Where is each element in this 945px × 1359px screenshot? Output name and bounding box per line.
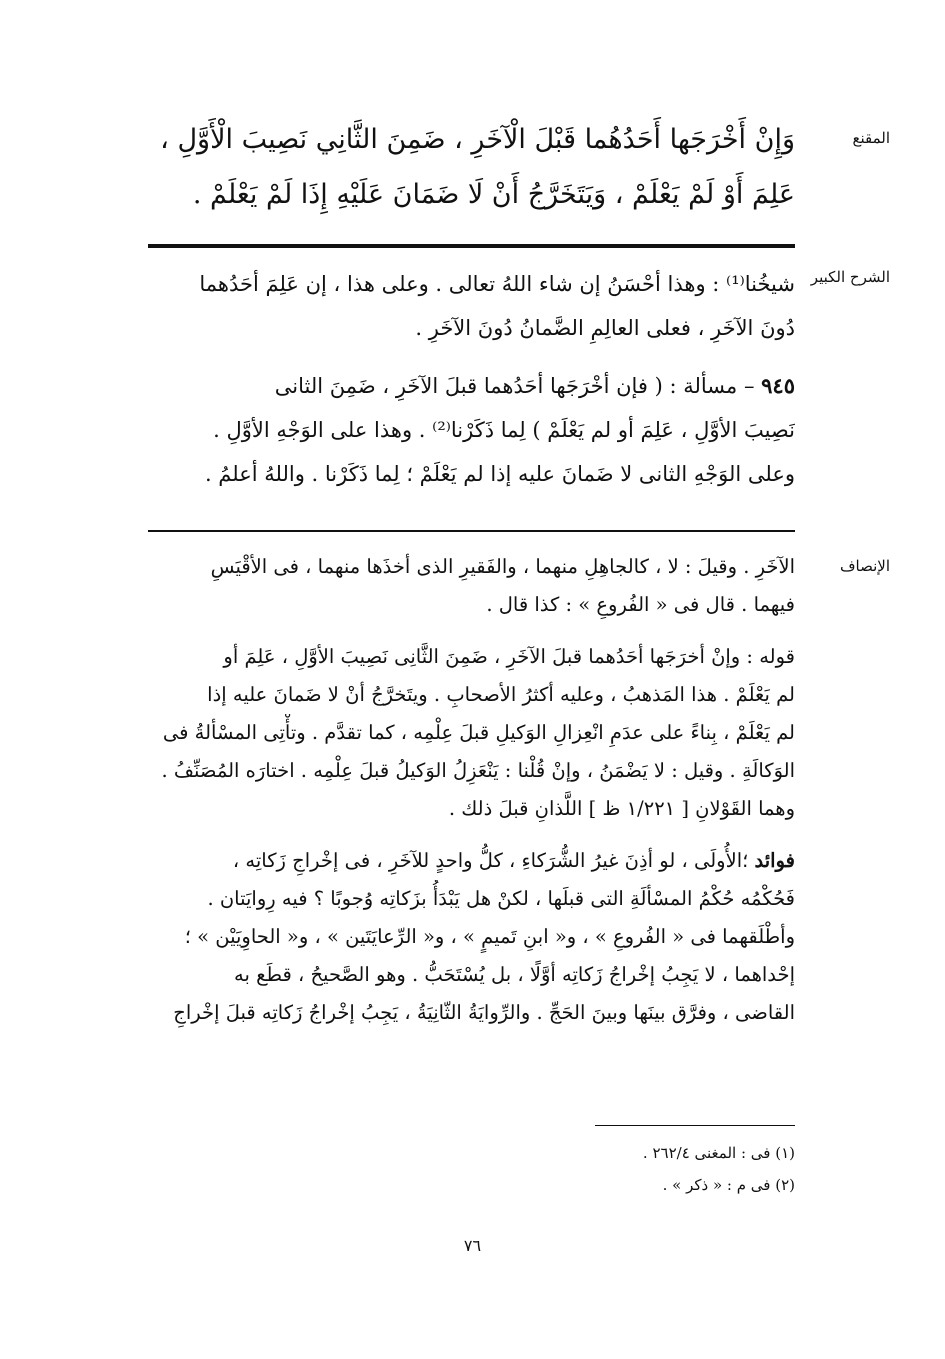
muqni-line: عَلِمَ أَوْ لَمْ يَعْلَمْ ، وَيَتَخَرَّجُ أَنْ لَا ضَمَانَ عَلَيْهِ إِذَا لَمْ يَعْلَمْ . [192,179,795,210]
muqni-line: وَإِنْ أَخْرَجَها أَحَدُهُما قَبْلَ الْآخَرِ ، ضَمِنَ الثَّانِي نَصِيبَ الْأَوَّلِ ، [160,124,795,155]
fawaid-heading: فوائد [754,849,795,872]
insaf-line: لم يَعْلَمْ . هذا المَذهبُ ، وعليه أكثرُ الأصحابِ . ويتَخرَّجُ أنْ لا ضَمانَ عليه إذا [207,683,795,706]
insaf-line: لم يَعْلَمْ ، بِناءً على عدَمِ انْعِزالِ الوَكيلِ قبلَ عِلْمِه ، كما تقدَّم . وتأْتِى المسْألةُ فى [162,721,795,744]
insaf-text [130,548,795,1032]
section-label-sharh: الشرح الكبير [810,268,890,286]
insaf-line: الآخَرِ . وقيلَ : لا ، كالجاهِلِ منهما ، والفَقيرِ الذى أخذَها منهما ، فى الأقْيَسِ [210,555,795,578]
insaf-line: وهما القَوْلانِ [ ١/٢٢١ ظ ] اللَّذانِ قبلَ ذلك . [448,797,795,820]
sharh-masala-line: ٩٤٥ – مسألة : ( فإن أخْرَجَها أحَدُهما قبلَ الآخَرِ ، ضَمِنَ الثانى [274,373,795,398]
sharh-line: وعلى الوَجْهِ الثانى لا ضَمانَ عليه إذا لم يَعْلَمْ ؛ لِما ذَكَرْنا . واللهُ أعلمُ . [204,462,795,486]
insaf-fawaid-line [130,842,795,880]
masala-number: ٩٤٥ [761,373,795,398]
footnote-item: (٢) فى م : « ذكر » . [662,1176,795,1194]
section-label-insaf: الإنصاف [839,557,890,575]
footnote-item: (١) فى : المغنى ٢٦٢/٤ . [642,1144,795,1162]
section-divider-thick [148,244,795,248]
insaf-line: قوله : وإنْ أخرَجَها أحَدُهما قبلَ الآخَرِ ، ضَمِنَ الثَّانِى نَصِيبَ الأوَّلِ ، عَلِمَ أو [223,645,795,668]
insaf-line: إحْداهما ، لا يَجِبُ إخْراجُ زَكاتِه أوَّلًا ، بل يُسْتَحَبُّ . وهو الصَّحيحُ ، قطَع به [234,963,795,986]
sharh-text [130,262,795,496]
section-label-muqni: المقنع [852,129,890,147]
muqni-text [130,112,795,222]
insaf-line: وأطْلَقهما فى « الفُروعِ » ، و« ابنِ تَميمٍ » ، و« الرِّعايَتَين » ، و« الحاوِيَيْن » ؛ [184,925,795,948]
footnotes [495,1137,795,1201]
sharh-line: شيخُنا⁽¹⁾ : وهذا أحْسَنُ إن شاء اللهُ تعالى . وعلى هذا ، إن عَلِمَ أحَدُهما [199,272,795,296]
insaf-line: الوَكالَةِ . وقيل : لا يَضْمَنُ ، وإنْ قُلْنا : يَنْعَزِلُ الوَكيلُ قبلَ عِلْمِه . اختارَه المُصَنِّفُ . [161,759,795,782]
page-number: ٧٦ [463,1236,482,1255]
footnote-divider [595,1125,795,1126]
masala-text: مسألة : ( فإن أخْرَجَها أحَدُهما قبلَ الآخَرِ ، ضَمِنَ الثانى [274,374,738,398]
sharh-line: دُونَ الآخَرِ ، فعلى العالِمِ الضَّمانُ دُونَ الآخَرِ . [415,316,795,340]
insaf-line: فَحُكْمُه حُكْمُ المسْألَةِ التى قبلَها ، لكنْ هل يَبْدَأُ بزَكاتِه وُجوبًا ؟ فيه رِوايَتان . [207,887,795,910]
sharh-line: نَصِيبَ الأوَّلِ ، عَلِمَ أو لم يَعْلَمْ ) لِما ذَكَرْنا⁽²⁾ . وهذا على الوَجْهِ الأوَّلِ . [213,418,795,442]
insaf-line: القاضى ، وفرَّق بينَها وبينَ الحَجِّ . والرِّوايَةُ الثّانِيَةُ ، يَجِبُ إخْراجُ زَكاتِه قبلَ إخْراجِ [173,1001,795,1024]
insaf-line: فيهما . قال فى « الفُروعِ » : كذا قال . [486,593,795,616]
section-divider-thin [148,530,795,532]
fawaid-text: ؛الأُولَى ، لو أذِنَ غيرُ الشُّرَكاءِ ، كلُّ واحدٍ للآخَرِ ، فى إخْراجِ زَكاتِه ، [232,849,749,872]
